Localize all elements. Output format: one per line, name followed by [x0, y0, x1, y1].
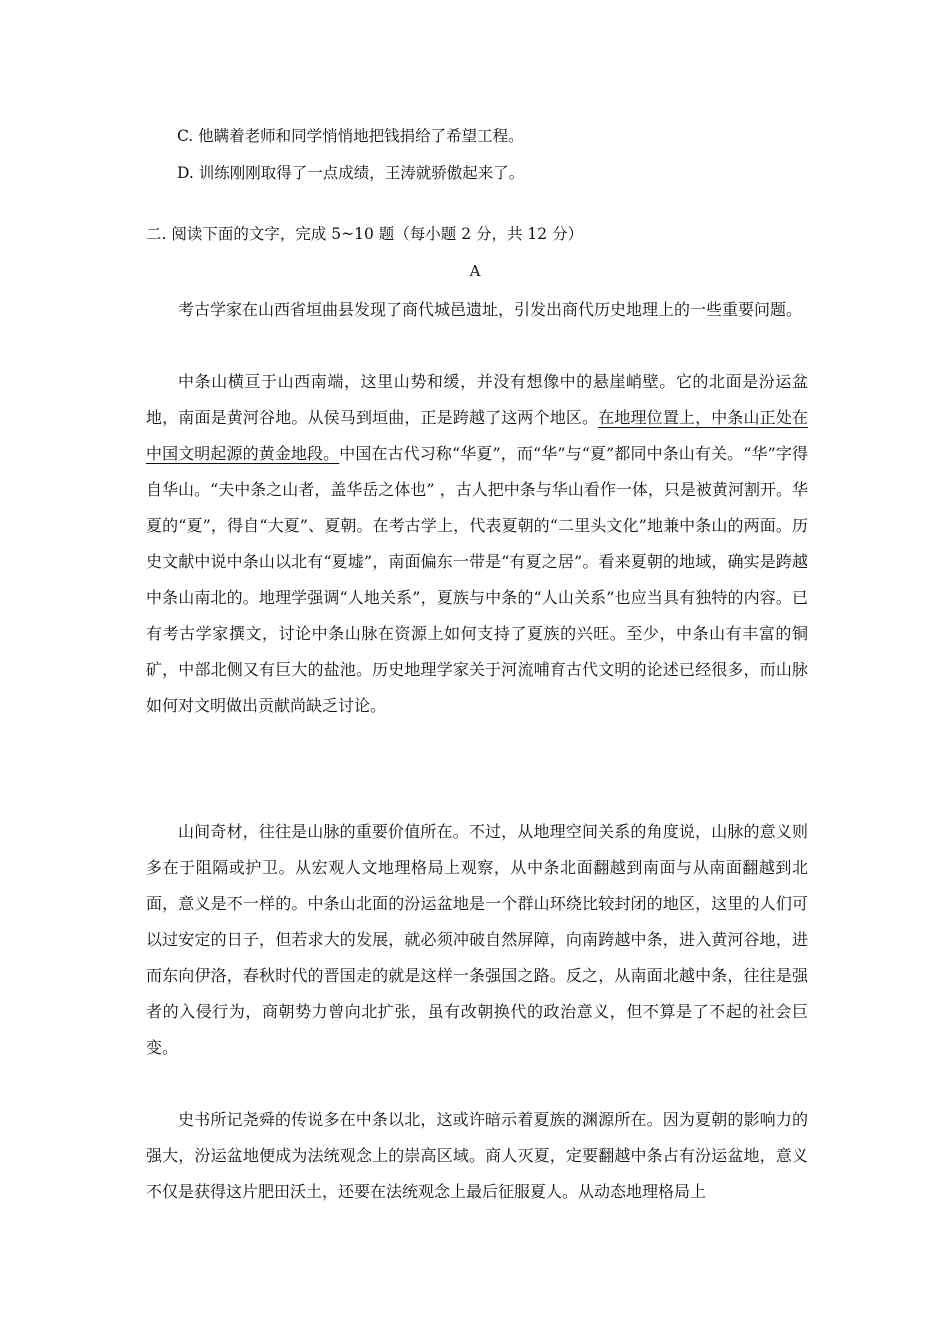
paragraph-2-part-b: 中国在古代习称“华夏”，而“华”与“夏”都同中条山有关。“华”字得自华山。“夫中条之山者，盖华岳之体也” ，古人把中条与华山看作一体，只是被黄河割开。华夏的“夏”，得自“大夏”、夏朝。在考古学上，代表夏朝的“二里头文化”地兼中条山的两面。历史文献中说中条山以北有“夏墟”，南面偏东一带是“有夏之居”。看来夏朝的地域，确实是跨越中条山南北的。地理学强调“人地关系”，夏族与中条的“人山关系”也应当具有独特的内容。已有考古学家撰文，讨论中条山脉在资源上如何支持了夏族的兴旺。至少，中条山有丰富的铜矿，中部北侧又有巨大的盐池。历史地理学家关于河流哺育古代文明的论述已经很多，而山脉如何对文明做出贡献尚缺乏讨论。 — [146, 444, 808, 715]
paragraph-2-part-a: 中条山横亘于山西南端，这里山势和缓，并没有想像中的悬崖峭壁。它的北面是汾运盆地，南面是黄河谷地。从侯马到垣曲，正是跨越了这两个地区。 — [146, 372, 808, 427]
paragraph-4: 史书所记尧舜的传说多在中条以北，这或许暗示着夏族的渊源所在。因为夏朝的影响力的强大，汾运盆地便成为法统观念上的崇高区域。商人灭夏，定要翻越中条占有汾运盆地，意义不仅是获得这片肥田沃土，还要在法统观念上最后征服夏人。从动态地理格局上 — [146, 1110, 808, 1201]
paragraph-1: 考古学家在山西省垣曲县发现了商代城邑遗址，引发出商代历史地理上的一些重要问题。 — [178, 300, 803, 319]
paragraph-3: 山间奇材，往往是山脉的重要价值所在。不过，从地理空间关系的角度说，山脉的意义则多在于阻隔或护卫。从宏观人文地理格局上观察，从中条北面翻越到南面与从南面翻越到北面，意义是不一样的。中条山北面的汾运盆地是一个群山环绕比较封闭的地区，这里的人们可以过安定的日子，但若求大的发展，就必须冲破自然屏障，向南跨越中条，进入黄河谷地，进而东向伊洛，春秋时代的晋国走的就是这样一条强国之路。反之，从南面北越中条，往往是强者的入侵行为，商朝势力曾向北扩张，虽有改朝换代的政治意义，但不算是了不起的社会巨变。 — [146, 822, 808, 1057]
paragraph-2 — [146, 364, 808, 724]
underlined-sentence: 在地理位置上，中条山正处在中国文明起源的黄金地段。 — [146, 408, 808, 463]
section-subtitle: A — [469, 262, 481, 280]
option-c: C. 他瞒着老师和同学悄悄地把钱捐给了希望工程。 — [177, 127, 524, 145]
option-d: D. 训练刚刚取得了一点成绩，王涛就骄傲起来了。 — [177, 164, 525, 182]
section-heading: 二. 阅读下面的文字，完成 5~10 题（每小题 2 分，共 12 分） — [146, 225, 584, 243]
